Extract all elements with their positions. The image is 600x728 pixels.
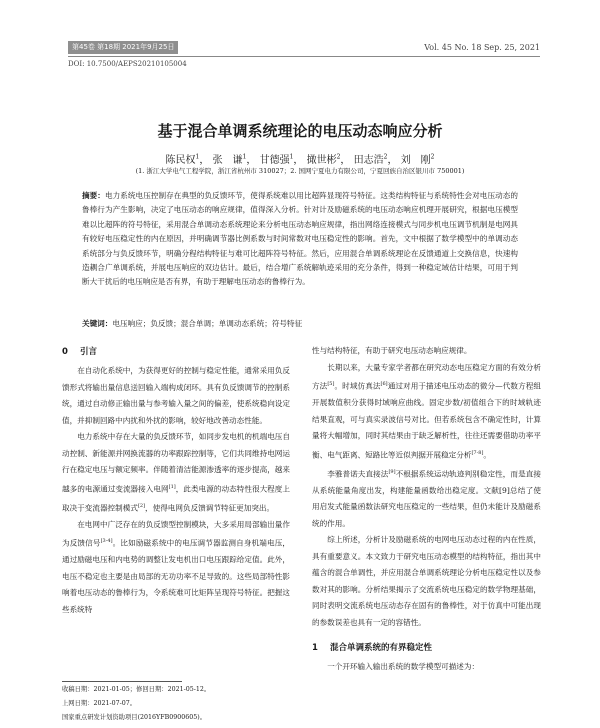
footnotes (62, 683, 290, 725)
doi-line: DOI: 10.7500/AEPS20210105004 (68, 60, 187, 68)
author-affil-mark: 1 (195, 153, 200, 161)
continued-paragraph: 性与结构特征，有助于研究电压动态响应规律。 (312, 346, 472, 355)
body-paragraph: 长期以来，大量专家学者都在研究动态电压稳定方面的有效分析方法[5]。时域仿真法[6]通过对用于描述电压动态的微分—代数方程组开展数值积分获得时域响应曲线。固定步数/初值组合下的时域轨迹结果直观，可与真实录波信号对比。但若系统包含不确定性时，计算量将大幅增加，同时其结果由于缺乏解析性，往往还需要借助功率平衡、电气距离、短路比等近似判据开展稳定分析[7-8]。 (312, 362, 542, 460)
footnote-divider (62, 681, 182, 682)
intro-paragraph: 在电网中广泛存在的负反馈型控制模块，大多采用局部输出量作为反馈信号[3-4]。比如励磁系统中的电压调节器监测自身机端电压，通过励磁电压和内电势的调整让发电机出口电压跟踪给定值。此外，电压不稳定也主要是由局部的无功功率不足导致的。这些局部特性影响着电压动态的鲁棒行为，令系统难可比矩阵呈现符号特征。把握这些系统特 (62, 519, 291, 614)
body-paragraph: 综上所述，分析计及励磁系统的电网电压动态过程的内在性质，具有重要意义。本文致力于研究电压动态模型的结构特征，指出其中蕴含的混合单调性，并应用混合单调系统理论分析电压稳定性以及参数对其的影响。分析结果揭示了交流系统电压稳定的数学物理基础，同时表明交流系统电压动态存在固有的鲁棒性，对于仿真中可能出现的参数误差也具有一定的容错性。 (312, 535, 541, 627)
intro-paragraph: 电力系统中存在大量的负反馈环节，如同步发电机的机端电压自动控制、新能源并网换流器的功率跟踪控制等，它们共同维持电网运行在稳定电压与额定频率。伴随着清洁能源渗透率的逐步提高，越来越多的电源通过变流器接入电网[1]，此类电源的动态特性很大程度上取决于变流器控制模式[2]，使得电网负反馈调节特征更加突出。 (62, 432, 291, 513)
section-title: 混合单调系统的有界稳定性 (330, 643, 433, 654)
author-name: 张 谦 (212, 155, 243, 166)
author-name: 甘德强 (259, 155, 290, 166)
citation-ref: [7-8] (471, 449, 484, 456)
section-number: 1 (312, 643, 318, 654)
intro-paragraph: 在自动化系统中，为获得更好的控制与稳定性能，通常采用负反馈形式将输出量信息送回输入端构成闭环。具有负反馈调节的控制系统，通过自动修正输出量与参考输入量之间的偏差，使系统稳向设定值，并抑制回路中内扰和外扰的影响，较好地改善动态性能。 (62, 366, 290, 425)
author-affil-mark: 1 (289, 153, 294, 161)
citation-ref: [5] (327, 381, 335, 387)
keywords (82, 317, 518, 331)
citation-ref: [9] (388, 468, 396, 475)
left-column (62, 343, 290, 618)
section-heading-intro (62, 343, 290, 361)
author-affil-mark: 2 (336, 153, 341, 161)
section-number: 0 (62, 347, 68, 357)
author-affil-mark: 2 (430, 153, 435, 161)
footnote-funding: 国家重点研发计划资助项目(2016YFB0900605)。 (62, 714, 206, 721)
citation-ref: [3-4] (100, 538, 113, 545)
abstract (82, 189, 518, 290)
author-name: 撖世彬 (306, 155, 337, 166)
journal-volume-banner: 第45卷 第18期 2021年9月25日 (68, 41, 178, 54)
paper-title: 基于混合单调系统理论的电压动态响应分析 (157, 122, 443, 140)
section-heading-1 (312, 639, 541, 657)
author-name: 刘 刚 (400, 155, 431, 166)
citation-ref: [6] (380, 381, 388, 387)
footnote-online-date: 上网日期：2021-07-07。 (62, 700, 137, 707)
keywords-text: 电压响应；负反馈；混合单调；单调动态系统；符号特征 (112, 319, 303, 328)
affiliations: (1. 浙江大学电气工程学院，浙江省杭州市 310027；2. 国网宁夏电力有限公司，宁夏回族自治区银川市 750001) (135, 167, 465, 175)
journal-volume-english: Vol. 45 No. 18 Sep. 25, 2021 (424, 43, 540, 52)
author-affil-mark: 2 (383, 153, 388, 161)
section-title: 引言 (80, 347, 98, 357)
abstract-label: 摘要： (82, 191, 105, 200)
author-affil-mark: 1 (242, 153, 247, 161)
keywords-label: 关键词： (82, 319, 113, 328)
author-name: 陈民权 (165, 155, 196, 166)
footnote-dates: 收稿日期：2021-01-05；修回日期：2021-05-12。 (62, 686, 211, 693)
abstract-text: 电力系统电压控制存在典型的负反馈环节，使得系统难以用比超阵显现符号特征。这类结构特征与系统特性会对电压动态的鲁棒行为产生影响，决定了电压动态的响应规律，值得深入分析。针对计及励磁系统的电压动态响应机理开展研究，根据电压模型难以比超阵的符号特征，采用混合单调动态系统理论来分析电压动态响应规律，指出网络连接模式与同步机电压调节机制是电网具有较好电压稳定性的内在原因，并明确调节器比例系数与时间常数对电压稳定性的影响。首先，文中根据了数学模型中的单调动态系统部分与负反馈环节，明确分程结构特征与难可比超阵符号特征。然后，应用混合单调系统理论在反馈通道上交换信息，快速构造耦合广单调系统，并展电压响应的双边估计。最后，结合增广系统解轨迹采用的充分条件，得到一种稳定域估计结果，可用于判断大干扰后的电压响应是否有界，有助于理解电压动态的鲁棒行为。 (82, 191, 518, 287)
citation-ref: [1] (168, 483, 176, 490)
author-list: 陈民权$^1$， 张 谦$^1$， 甘德强$^1$， 撖世彬$^2$， 田志浩$^2$， 刘 刚$^2$ (165, 153, 435, 166)
author-name: 田志浩 (353, 155, 384, 166)
body-paragraph: 李雅普诺夫直接法[9]不根据系统运动轨迹判别稳定性，而是直接从系统能量角度出发，构建能量函数给出稳定度。文献[9]总结了使用启发式能量函数法研究电压稳定的一些结果，但仍未能计及励磁系统的作用。 (312, 468, 541, 528)
header-divider (68, 56, 540, 57)
right-column (312, 343, 541, 676)
citation-ref: [2] (137, 502, 146, 509)
body-paragraph: 一个开环输入输出系统的数学模型可描述为： (327, 662, 480, 672)
